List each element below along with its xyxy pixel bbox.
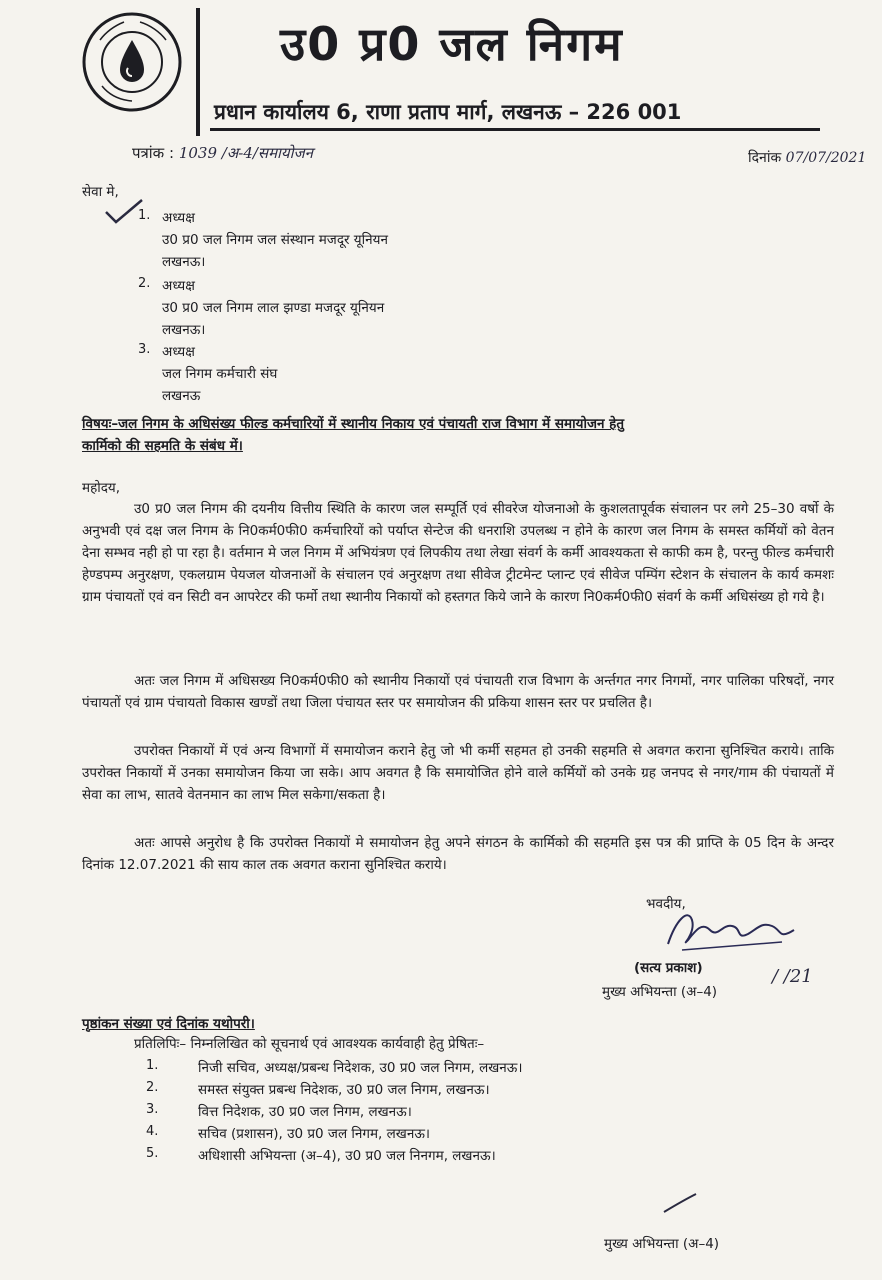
date-value: 07/07/2021 bbox=[785, 150, 867, 166]
address-underline bbox=[210, 128, 820, 131]
copy-item-number: 5. bbox=[146, 1146, 159, 1161]
salutation: महोदय, bbox=[82, 480, 121, 496]
body-paragraph-2: अतः जल निगम में अधिसख्य नि0कर्म0फी0 को स्थानीय निकायों एवं पंचायती राज विभाग के अर्न्तगत नगर निगमों, नगर पालिका परिषदों, नगर पंचायतों एवं ग्राम पंचायतो विकास खण्डों तथा जिला पंचायत स्तर पर समायोजन की प्रकिया शासन स्तर पर प्रचलित है। bbox=[82, 673, 834, 711]
footer-designation: मुख्य अभियन्ता (अ–4) bbox=[604, 1236, 720, 1252]
org-title: उ0 प्र0 जल निगम bbox=[280, 17, 624, 71]
closing-yours: भवदीय, bbox=[646, 896, 686, 912]
recipient-title: अध्यक्ष bbox=[162, 344, 195, 360]
copy-item: सचिव (प्रशासन), उ0 प्र0 जल निगम, लखनऊ। bbox=[198, 1126, 431, 1142]
copy-item: समस्त संयुक्त प्रबन्ध निदेशक, उ0 प्र0 जल निगम, लखनऊ। bbox=[198, 1082, 490, 1098]
body-paragraph-1: उ0 प्र0 जल निगम की दयनीय वित्तीय स्थिति के कारण जल सम्पूर्ति एवं सीवरेज योजनाओ के कुशलतापूर्वक संचालन पर लगे 25–30 वर्षो के अनुभवी एवं दक्ष जल निगम के नि0कर्म0फी0 कर्मचारियों को पर्याप्त सेन्टेज की धनराशि उपलब्ध न होने के कारण जल निगम के समस्त कर्मियों को वेतन देना सम्भव नही हो पा रहा है। वर्तमान मे जल निगम में अभियंत्रण एवं लिपकीय तथा लेखा संवर्ग के कर्मी आवश्यकता से काफी कम है, परन्तु फील्ड कर्मचारी हेण्डपम्प अनुरक्षण, एकलग्राम पेयजल योजनाओं के संचालन एवं अनुरक्षण तथा सीवेज ट्रीटमेन्ट प्लान्ट एवं सीवेज पम्पिंग स्टेशन के संचालन के कार्य कमशः ग्राम पंचायतों एवं वन सिटी वन आपरेटर की फर्मो तथा स्थानीय निकायों को हस्तगत किये जाने के कारण नि0कर्म0फी0 संवर्ग के कर्मी अधिसंख्य हो गये है। bbox=[82, 501, 834, 605]
office-address: प्रधान कार्यालय 6, राणा प्रताप मार्ग, लखनऊ – 226 001 bbox=[214, 100, 682, 124]
body-paragraph-4: अतः आपसे अनुरोध है कि उपरोक्त निकायों मे समायोजन हेतु अपने संगठन के कार्मिको की सहमति इस पत्र की प्राप्ति के 05 दिन के अन्दर दिनांक 12.07.2021 की साय काल तक अवगत कराना सुनिश्चित कराये। bbox=[82, 835, 834, 873]
body-paragraph-3: उपरोक्त निकायों में एवं अन्य विभागों में समायोजन कराने हेतु जो भी कर्मी सहमत हो उनकी सहमति से अवगत कराना सुनिश्चित कराये। ताकि उपरोक्त निकायों में उनका समायोजन किया जा सके। आप अवगत है कि समायोजित होने वाले कर्मियों को उनके ग्रह जनपद से नगर/गाम की पंचायतों में सेवा का लाभ, सातवे वेतनमान का लाभ मिल सकेगा/सकता है। bbox=[82, 743, 834, 803]
recipient-org: उ0 प्र0 जल निगम लाल झण्डा मजदूर यूनियन bbox=[162, 300, 385, 316]
recipient-number: 2. bbox=[138, 276, 151, 291]
endorsement-heading: पृष्ठांकन संख्या एवं दिनांक यथोपरी। bbox=[82, 1016, 255, 1032]
recipients-intro: सेवा मे, bbox=[82, 184, 119, 200]
reference-label: पत्रांक : bbox=[132, 144, 175, 162]
date-label: दिनांक bbox=[748, 150, 782, 166]
recipient-city: लखनऊ। bbox=[162, 254, 206, 270]
signatory-designation: मुख्य अभियन्ता (अ–4) bbox=[602, 984, 718, 1000]
recipient-city: लखनऊ bbox=[162, 388, 201, 404]
letter-date bbox=[748, 148, 866, 167]
subject-line-1: विषयः–जल निगम के अधिसंख्य फील्ड कर्मचारियों में स्थानीय निकाय एवं पंचायती राज विभाग में समायोजन हेतु bbox=[82, 416, 625, 432]
subject-line-2: कार्मिको की सहमति के संबंध में। bbox=[82, 438, 243, 454]
copy-item-number: 3. bbox=[146, 1102, 159, 1117]
reference-number bbox=[132, 143, 313, 163]
header-divider bbox=[196, 8, 200, 136]
recipient-org: उ0 प्र0 जल निगम जल संस्थान मजदूर यूनियन bbox=[162, 232, 388, 248]
initial-mark-icon bbox=[660, 1190, 700, 1220]
reference-value: 1039 /अ-4/समायोजन bbox=[178, 144, 313, 162]
handwritten-mark: / /21 bbox=[772, 966, 813, 987]
copy-item-number: 2. bbox=[146, 1080, 159, 1095]
recipient-title: अध्यक्ष bbox=[162, 210, 195, 226]
copy-to-line: प्रतिलिपिः– निम्नलिखित को सूचनार्थ एवं आवश्यक कार्यवाही हेतु प्रेषितः– bbox=[134, 1036, 485, 1052]
recipient-city: लखनऊ। bbox=[162, 322, 206, 338]
signature bbox=[662, 900, 802, 960]
copy-item-number: 4. bbox=[146, 1124, 159, 1139]
recipient-number: 1. bbox=[138, 208, 151, 223]
recipient-number: 3. bbox=[138, 342, 151, 357]
copy-item: वित्त निदेशक, उ0 प्र0 जल निगम, लखनऊ। bbox=[198, 1104, 412, 1120]
copy-item-number: 1. bbox=[146, 1058, 159, 1073]
copy-item: अधिशासी अभियन्ता (अ–4), उ0 प्र0 जल निनगम, लखनऊ। bbox=[198, 1148, 496, 1164]
copy-item: निजी सचिव, अध्यक्ष/प्रबन्ध निदेशक, उ0 प्र0 जल निगम, लखनऊ। bbox=[198, 1060, 523, 1076]
recipient-title: अध्यक्ष bbox=[162, 278, 195, 294]
jal-nigam-logo-icon bbox=[80, 10, 184, 114]
recipient-org: जल निगम कर्मचारी संघ bbox=[162, 366, 278, 382]
signatory-name: (सत्य प्रकाश) bbox=[634, 960, 703, 976]
